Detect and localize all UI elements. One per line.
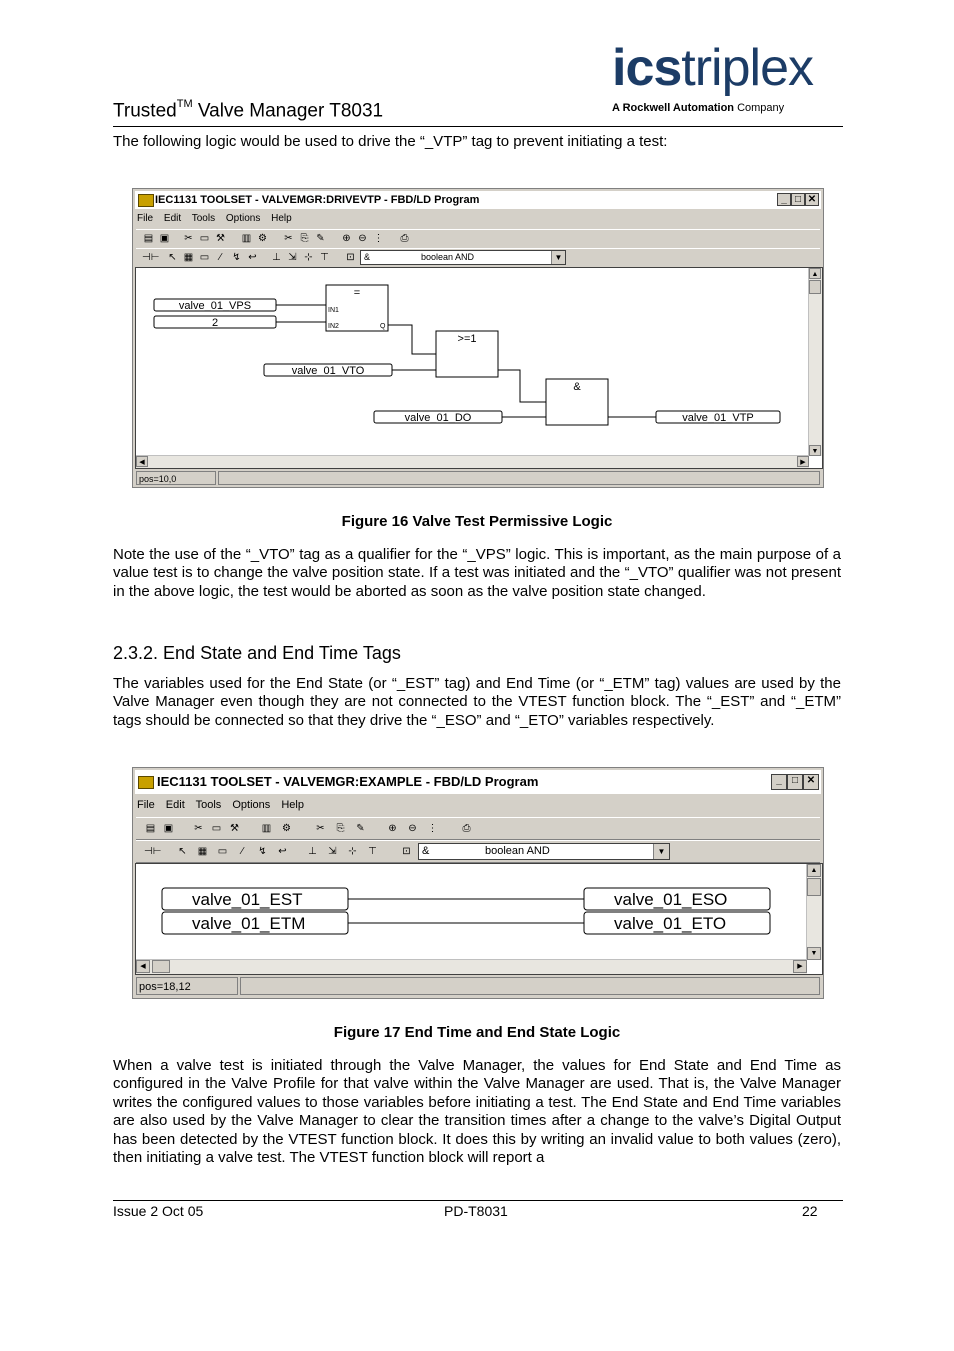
footer-issue: Issue 2 Oct 05 — [113, 1203, 204, 1219]
minimize-button[interactable]: _ — [771, 774, 787, 790]
library-icon[interactable]: ▥ — [261, 823, 272, 834]
jump-icon[interactable]: ↯ — [258, 846, 267, 857]
toolbar-fbd — [136, 840, 820, 863]
scroll-down-icon[interactable]: ▼ — [807, 947, 821, 960]
menu-bar — [137, 211, 300, 227]
cut-tool-icon[interactable]: ✂ — [194, 823, 203, 834]
library-icon[interactable]: ▥ — [241, 233, 252, 244]
zoom-in-icon[interactable]: ⊕ — [388, 823, 397, 834]
menu-edit[interactable]: Edit — [163, 213, 182, 224]
tool-icon[interactable]: ⚒ — [216, 233, 225, 244]
vertical-scrollbar[interactable] — [806, 864, 822, 960]
block-eq-label: = — [353, 287, 361, 299]
align-icon[interactable]: ⊥ — [272, 252, 281, 263]
status-rest — [218, 471, 820, 485]
menu-edit[interactable]: Edit — [165, 799, 185, 811]
save-icon[interactable]: ▣ — [163, 823, 174, 834]
app-icon — [138, 194, 154, 207]
section-heading: 2.3.2. End State and End Time Tags — [113, 643, 401, 663]
return-icon[interactable]: ↩ — [248, 252, 257, 263]
jump-icon[interactable]: ↯ — [232, 252, 241, 263]
note-paragraph: Note the use of the “_VTO” tag as a qualifier for the “_VPS” logic. This is important, as the main purpose of a value test is to change the valve position state. If a test was initiated and the “_VTO” qualifier was not present in the above logic, the test would be aborted as soon as the valve position state changed. — [113, 546, 841, 600]
scroll-thumb-h[interactable] — [152, 960, 170, 973]
print-icon[interactable]: ⎙ — [462, 823, 471, 834]
scroll-thumb[interactable] — [809, 280, 821, 294]
block-ge-label: >=1 — [457, 333, 477, 345]
new-icon[interactable]: ▤ — [143, 233, 154, 244]
return-icon[interactable]: ↩ — [278, 846, 287, 857]
scroll-left-icon[interactable]: ◀ — [136, 456, 148, 467]
toolbar-main — [136, 229, 820, 249]
status-position: pos=10,0 — [136, 471, 216, 485]
scroll-thumb[interactable] — [807, 878, 821, 896]
block-select-icon[interactable]: ⊡ — [402, 846, 411, 857]
paste-icon[interactable]: ✎ — [316, 233, 325, 244]
menu-file[interactable]: File — [137, 213, 154, 224]
fbd-canvas[interactable] — [135, 863, 823, 975]
company-logo: icstriplex A Rockwell Automation Company — [612, 39, 814, 114]
variable-icon[interactable]: ▭ — [217, 846, 228, 857]
menu-bar — [137, 797, 312, 813]
scroll-right-icon[interactable]: ▶ — [797, 456, 809, 467]
figure17-caption: Figure 17 End Time and End State Logic — [333, 1024, 621, 1041]
footer-rule — [113, 1200, 843, 1201]
fbd-window-fig17 — [132, 767, 824, 999]
zoom-out-icon[interactable]: ⊖ — [358, 233, 367, 244]
var-label-eso: valve_01_ESO — [614, 890, 728, 909]
fbd-diagram — [136, 268, 823, 458]
final-paragraph: When a valve test is initiated through the Valve Manager, the values for End State and End Time as configured in the Valve Profile for that valve within the Valve Manager are used. That is, the Valve Manager writes the configured values to those variables before initiating a test. The End State and End Time variables are also used by the Valve Manager to clear the transition times after a change to the valve’s Digital Output has been detected by the VTEST function block. It does this by writing an invalid value to both values (zero), then initiating a valve test. The VTEST function block will report a — [113, 1057, 841, 1167]
menu-help[interactable]: Help — [281, 799, 304, 811]
grid-icon[interactable]: ⋮ — [427, 823, 438, 834]
chevron-down-icon[interactable]: ▼ — [653, 844, 669, 859]
block-select-icon[interactable]: ⊡ — [346, 252, 355, 263]
wire — [388, 325, 436, 354]
wire — [498, 370, 546, 402]
block-eq-q: Q — [380, 323, 386, 330]
zoom-in-icon[interactable]: ⊕ — [342, 233, 351, 244]
scroll-up-icon[interactable]: ▲ — [809, 268, 821, 279]
block-type-select[interactable]: & boolean AND ▼ — [360, 250, 566, 265]
link-icon[interactable]: ∕ — [219, 252, 222, 263]
menu-file[interactable]: File — [137, 799, 155, 811]
grid-icon[interactable]: ⋮ — [373, 233, 384, 244]
figure16-caption: Figure 16 Valve Test Permissive Logic — [341, 513, 613, 530]
monitor-icon[interactable]: ▭ — [199, 233, 210, 244]
header-rule — [113, 126, 843, 127]
pointer-icon[interactable]: ↖ — [168, 252, 177, 263]
new-icon[interactable]: ▤ — [145, 823, 156, 834]
scissors-icon[interactable]: ✂ — [284, 233, 293, 244]
close-button[interactable]: ✕ — [803, 774, 819, 790]
toolbar-main — [136, 817, 820, 840]
block-icon[interactable]: ▦ — [197, 846, 208, 857]
align-icon[interactable]: ⊥ — [308, 846, 317, 857]
status-rest — [240, 977, 820, 995]
horizontal-scrollbar[interactable] — [136, 959, 807, 974]
menu-tools[interactable]: Tools — [195, 799, 222, 811]
print-icon[interactable]: ⎙ — [400, 233, 409, 244]
ret-icon[interactable]: ⊤ — [320, 252, 329, 263]
ret-icon[interactable]: ⊤ — [368, 846, 377, 857]
window-titlebar: IEC1131 TOOLSET - VALVEMGR:EXAMPLE - FBD/LD Program _ □ ✕ — [135, 770, 821, 794]
status-position: pos=18,12 — [136, 977, 238, 995]
var-label-do: valve_01_DO — [404, 412, 472, 424]
footer-doc-number: PD-T8031 — [444, 1203, 508, 1219]
block-type-select[interactable]: & boolean AND ▼ — [418, 843, 670, 860]
settings-icon[interactable]: ⚙ — [258, 233, 267, 244]
cut-tool-icon[interactable]: ✂ — [184, 233, 193, 244]
branch-icon[interactable]: ⊹ — [304, 252, 313, 263]
fbd-window-fig16 — [132, 188, 824, 488]
status-bar — [136, 471, 820, 485]
scroll-right-icon[interactable]: ▶ — [793, 960, 807, 973]
scroll-up-icon[interactable]: ▲ — [807, 864, 821, 877]
vertical-scrollbar[interactable] — [808, 268, 822, 456]
var-label-est: valve_01_EST — [192, 890, 303, 909]
connect-icon[interactable]: ⇲ — [328, 846, 337, 857]
block-eq-in1: IN1 — [328, 307, 339, 314]
scroll-left-icon[interactable]: ◀ — [136, 960, 150, 973]
maximize-button[interactable]: □ — [787, 774, 803, 790]
status-bar — [136, 977, 820, 995]
toolbar-fbd — [136, 248, 820, 268]
minimize-button[interactable]: _ — [777, 193, 791, 206]
settings-icon[interactable]: ⚙ — [282, 823, 291, 834]
save-icon[interactable]: ▣ — [159, 233, 170, 244]
var-label-eto: valve_01_ETO — [614, 914, 727, 933]
window-titlebar: IEC1131 TOOLSET - VALVEMGR:DRIVEVTP - FBD/LD Program _ □ ✕ — [135, 191, 821, 209]
paste-icon[interactable]: ✎ — [356, 823, 365, 834]
var-label-etm: valve_01_ETM — [192, 914, 306, 933]
var-label-vps: valve_01_VPS — [178, 300, 252, 312]
link-icon[interactable]: ∕ — [241, 846, 244, 857]
menu-options[interactable]: Options — [225, 213, 261, 224]
horizontal-scrollbar[interactable] — [136, 455, 809, 468]
connect-icon[interactable]: ⇲ — [288, 252, 297, 263]
document-title: Trusted™ Valve Manager T8031 — [113, 98, 384, 122]
var-label-2: 2 — [211, 317, 219, 329]
contact-icon[interactable]: ⊣⊢ — [142, 252, 160, 263]
app-icon — [138, 776, 154, 789]
pointer-icon[interactable]: ↖ — [178, 846, 187, 857]
branch-icon[interactable]: ⊹ — [348, 846, 357, 857]
footer-page-number: 22 — [802, 1203, 818, 1219]
block-and-label: & — [573, 381, 581, 393]
menu-help[interactable]: Help — [271, 213, 292, 224]
chevron-down-icon[interactable]: ▼ — [551, 251, 565, 264]
tool-icon[interactable]: ⚒ — [230, 823, 239, 834]
contact-icon[interactable]: ⊣⊢ — [144, 846, 162, 857]
variable-icon[interactable]: ▭ — [199, 252, 210, 263]
copy-icon[interactable]: ⎘ — [300, 233, 309, 244]
monitor-icon[interactable]: ▭ — [211, 823, 222, 834]
scissors-icon[interactable]: ✂ — [316, 823, 325, 834]
menu-options[interactable]: Options — [232, 799, 271, 811]
scroll-down-icon[interactable]: ▼ — [809, 445, 821, 456]
block-icon[interactable]: ▦ — [183, 252, 194, 263]
fbd-canvas[interactable] — [135, 267, 823, 469]
block-eq-in2: IN2 — [328, 323, 339, 330]
intro-paragraph: The following logic would be used to drive the “_VTP” tag to prevent initiating a test: — [113, 133, 668, 150]
var-label-vto: valve_01_VTO — [291, 365, 365, 377]
section-paragraph: The variables used for the End State (or “_EST” tag) and End Time (or “_ETM” tag) values are used by the Valve Manager even though they are not connected to the VTEST function block. The “_EST” and “_ETM” tags should be connected so that they drive the “_ESO” and “_ETO” variables respectively. — [113, 675, 841, 729]
maximize-button[interactable]: □ — [791, 193, 805, 206]
copy-icon[interactable]: ⎘ — [336, 823, 345, 834]
zoom-out-icon[interactable]: ⊖ — [408, 823, 417, 834]
close-button[interactable]: ✕ — [805, 193, 819, 206]
menu-tools[interactable]: Tools — [191, 213, 216, 224]
var-label-vtp: valve_01_VTP — [682, 412, 754, 424]
fbd-diagram — [136, 864, 808, 962]
